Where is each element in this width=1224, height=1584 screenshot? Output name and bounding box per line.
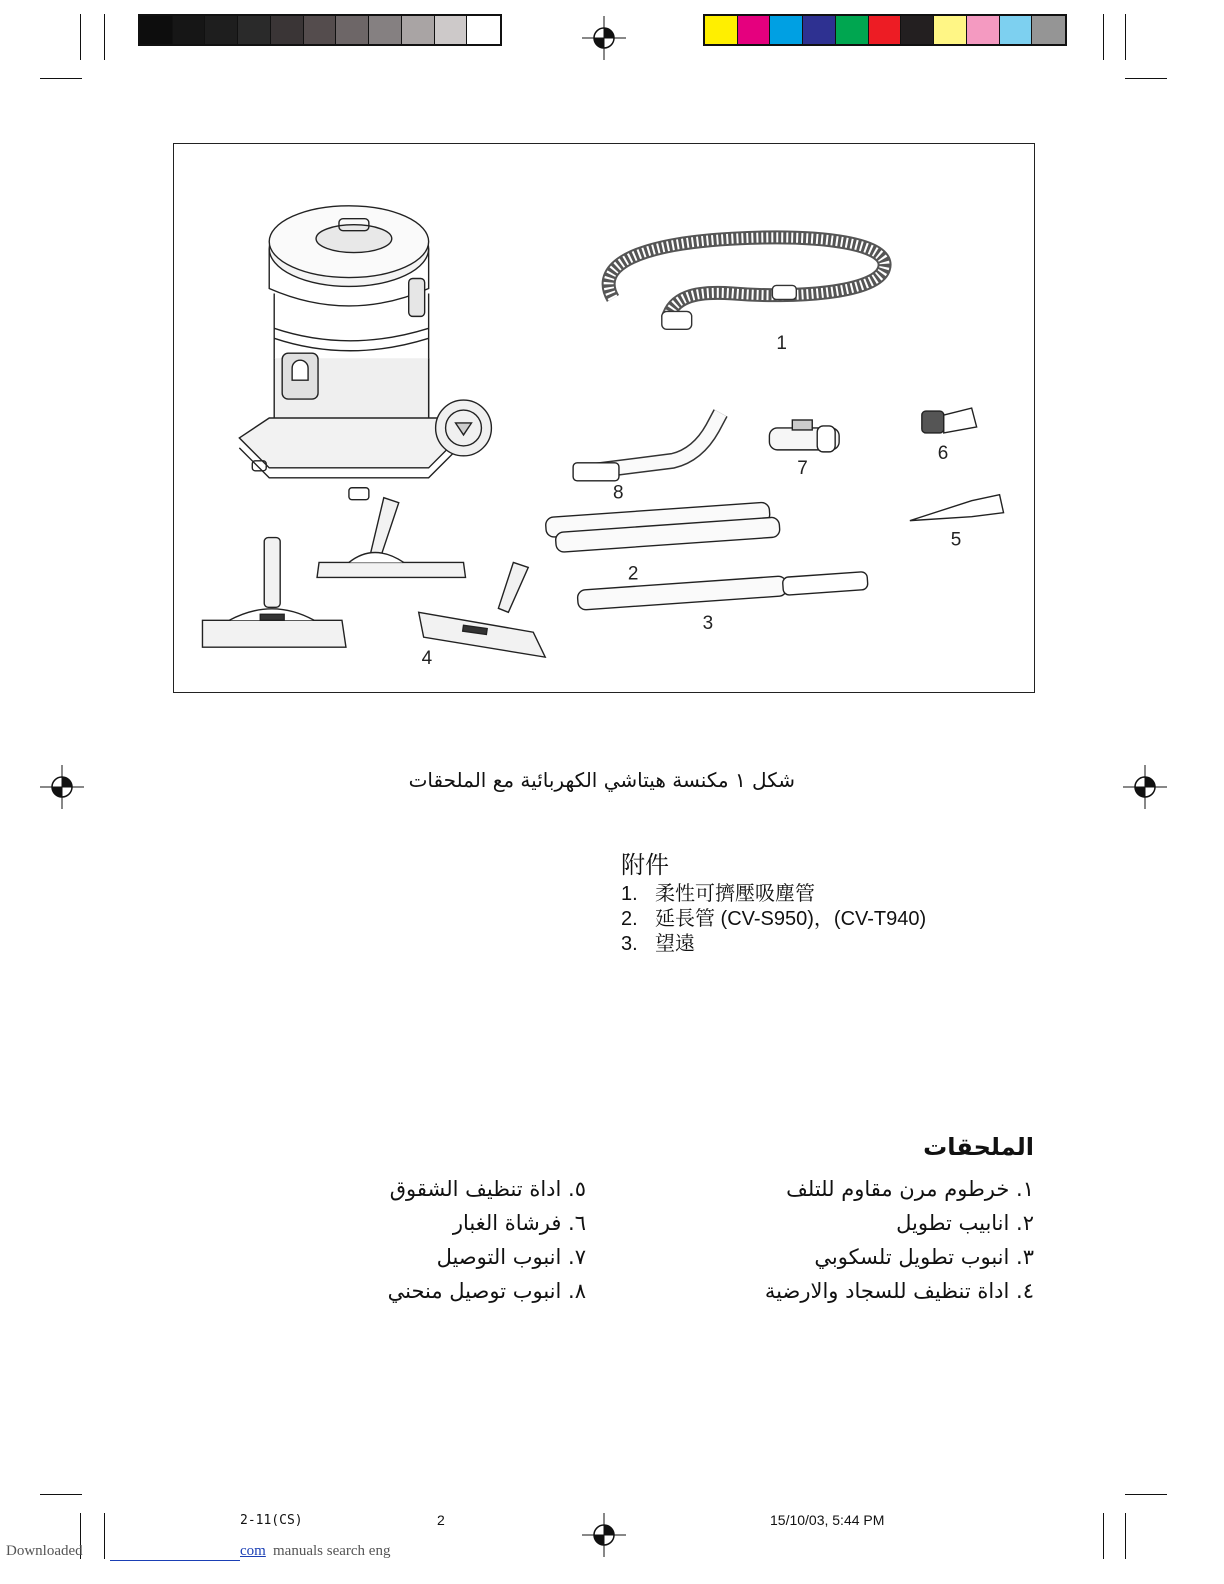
color-swatch xyxy=(901,16,934,44)
color-swatch xyxy=(173,16,206,44)
figure-caption: شكل ١ مكنسة هيتاشي الكهربائية مع الملحقات xyxy=(408,768,795,792)
color-swatch xyxy=(369,16,402,44)
color-swatch xyxy=(1000,16,1033,44)
color-swatch xyxy=(934,16,967,44)
list-item: ٢. انابيب تطويل xyxy=(896,1211,1034,1235)
color-swatch xyxy=(435,16,468,44)
figure-label-6: 6 xyxy=(937,442,949,464)
footer-timestamp: 15/10/03, 5:44 PM xyxy=(770,1512,885,1528)
color-swatch xyxy=(336,16,369,44)
flexible-hose-illustration xyxy=(609,237,885,329)
color-swatch xyxy=(967,16,1000,44)
footer-page-number: 2 xyxy=(437,1512,445,1528)
figure-label-1: 1 xyxy=(776,333,787,355)
footer-file-code: 2-11(CS) xyxy=(240,1513,303,1528)
registration-target-icon xyxy=(1123,765,1167,809)
floor-nozzle-illustration xyxy=(202,498,545,657)
chinese-accessory-list xyxy=(621,882,926,957)
list-item: 2. 延長管 (CV-S950)，(CV-T940) xyxy=(621,908,927,930)
bent-connector-tube-illustration xyxy=(573,413,720,481)
figure-label-4: 4 xyxy=(421,648,433,670)
list-item: ٦. فرشاة الغبار xyxy=(452,1211,586,1235)
footer-link-com[interactable]: com xyxy=(240,1543,266,1559)
list-item: ٤. اداة تنظيف للسجاد والارضية xyxy=(764,1279,1034,1303)
color-swatch xyxy=(467,16,500,44)
color-calibration-strip xyxy=(703,14,1067,46)
list-item: 1. 柔性可擠壓吸塵管 xyxy=(621,883,815,905)
registration-target-icon xyxy=(582,1513,626,1557)
figure-label-5: 5 xyxy=(950,529,962,551)
color-swatch xyxy=(271,16,304,44)
crop-mark xyxy=(1125,1513,1126,1559)
registration-target-icon xyxy=(582,16,626,60)
crop-mark xyxy=(104,14,105,60)
color-swatch xyxy=(402,16,435,44)
color-swatch xyxy=(738,16,771,44)
list-item: ٧. انبوب التوصيل xyxy=(436,1245,586,1269)
crop-mark xyxy=(1125,1494,1167,1495)
figure-label-7: 7 xyxy=(797,457,808,479)
crop-mark xyxy=(1103,14,1104,60)
arabic-section-title: الملحقات xyxy=(923,1133,1034,1161)
color-swatch xyxy=(304,16,337,44)
accessories-figure xyxy=(173,143,1035,693)
dust-brush-illustration xyxy=(922,408,977,433)
vacuum-cleaner-illustration xyxy=(239,206,491,500)
extension-tubes-illustration xyxy=(545,502,780,552)
figure-label-2: 2 xyxy=(627,563,639,585)
crop-mark xyxy=(104,1513,105,1559)
footer-search-text: manuals search eng xyxy=(273,1543,391,1559)
telescopic-tube-illustration xyxy=(577,572,868,611)
list-item: ٥. اداة تنظيف الشقوق xyxy=(389,1177,586,1201)
color-swatch xyxy=(770,16,803,44)
list-item: ١. خرطوم مرن مقاوم للتلف xyxy=(786,1177,1034,1201)
color-swatch xyxy=(205,16,238,44)
crop-mark xyxy=(1103,1513,1104,1559)
color-swatch xyxy=(705,16,738,44)
crevice-tool-illustration xyxy=(910,495,1004,521)
color-swatch xyxy=(238,16,271,44)
crop-mark xyxy=(40,78,82,79)
list-item: 3. 望遠 xyxy=(621,933,695,955)
footer-link-line xyxy=(110,1560,240,1561)
figure-label-8: 8 xyxy=(612,482,624,504)
arabic-accessory-list-left xyxy=(266,1172,586,1308)
crop-mark xyxy=(1125,78,1167,79)
registration-target-icon xyxy=(40,765,84,809)
crop-mark xyxy=(80,14,81,60)
color-swatch xyxy=(140,16,173,44)
connector-tube-illustration xyxy=(769,420,839,452)
color-swatch xyxy=(1032,16,1065,44)
grayscale-calibration-strip xyxy=(138,14,502,46)
color-swatch xyxy=(803,16,836,44)
crop-mark xyxy=(40,1494,82,1495)
footer-downloaded-text: Downloaded xyxy=(6,1543,83,1559)
accessories-illustration xyxy=(174,144,1034,692)
figure-label-3: 3 xyxy=(702,613,714,635)
crop-mark xyxy=(1125,14,1126,60)
color-swatch xyxy=(869,16,902,44)
list-item: ٣. انبوب تطويل تلسكوبي xyxy=(814,1245,1034,1269)
chinese-section-title: 附件 xyxy=(621,851,669,879)
arabic-accessory-list-right xyxy=(714,1172,1034,1308)
list-item: ٨. انبوب توصيل منحني xyxy=(387,1279,586,1303)
color-swatch xyxy=(836,16,869,44)
